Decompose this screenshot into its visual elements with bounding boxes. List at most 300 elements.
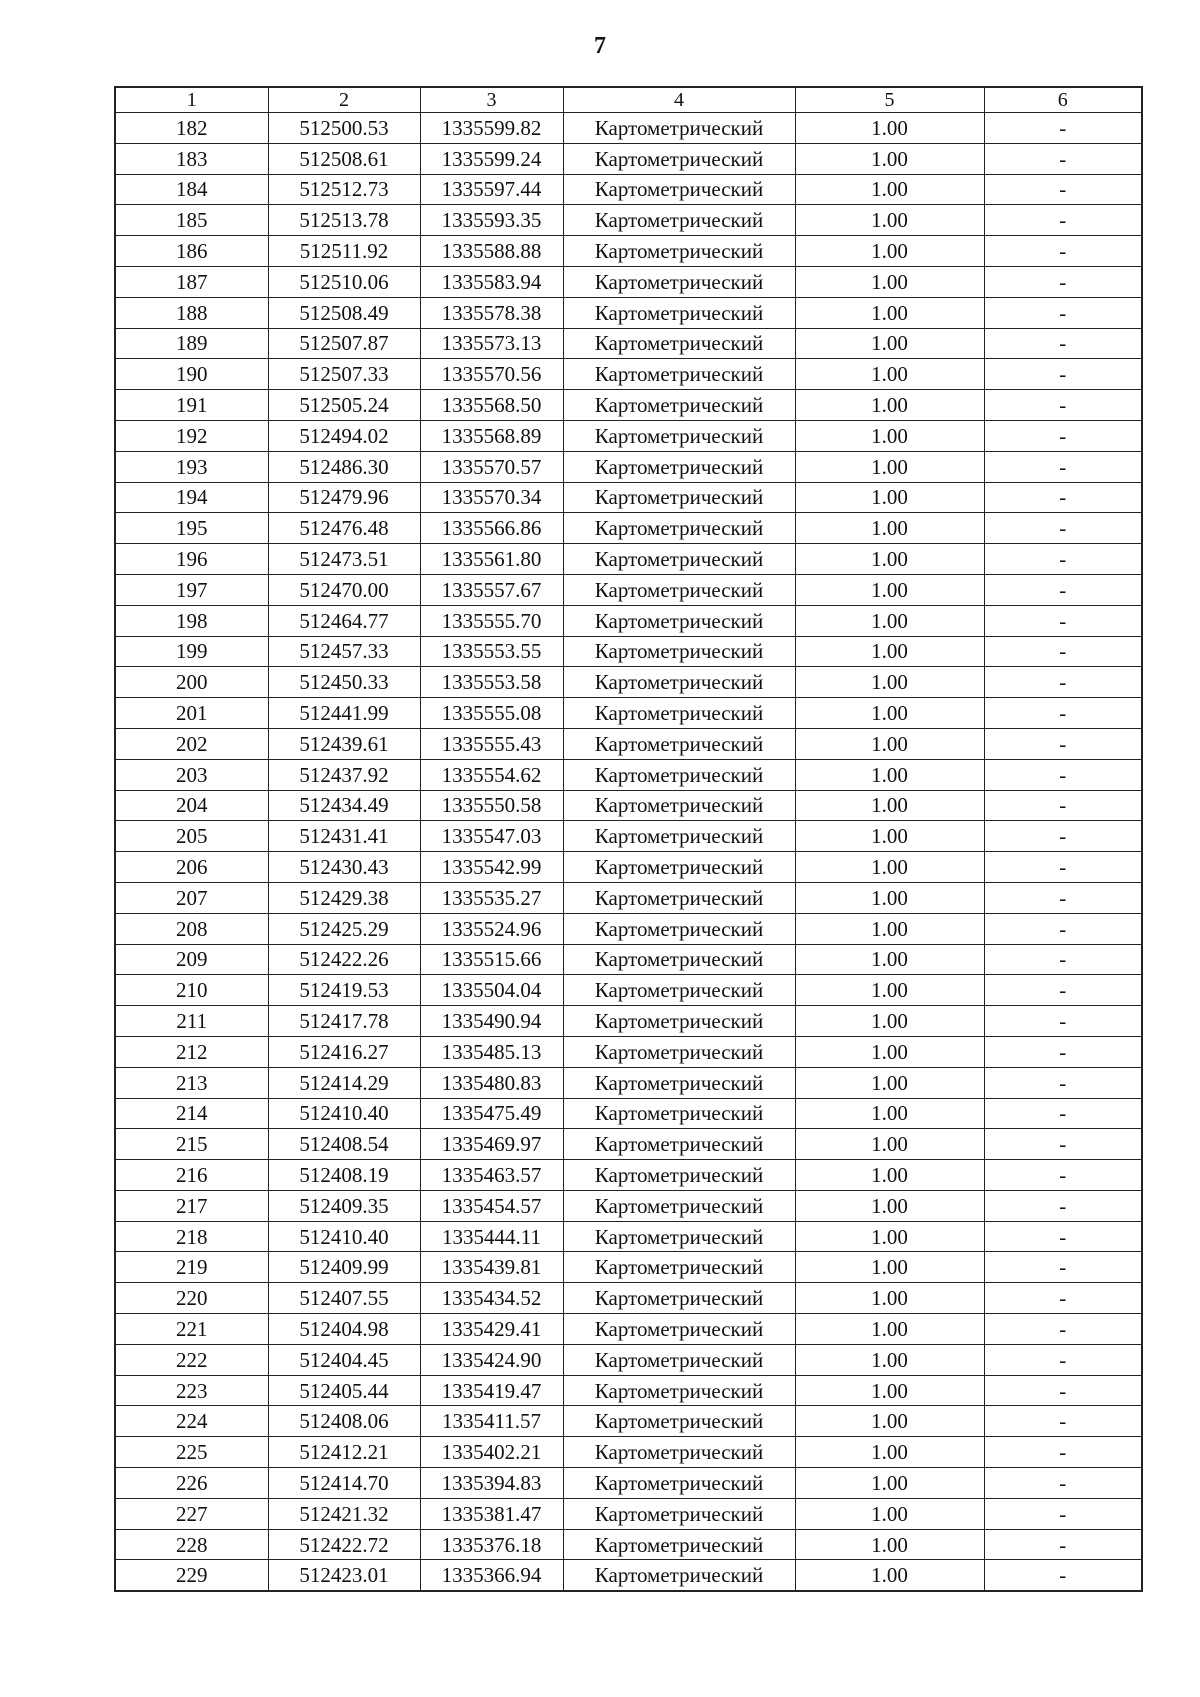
description-cell: - — [984, 1129, 1142, 1160]
y-coordinate-cell: 1335555.70 — [420, 605, 563, 636]
accuracy-cell: 1.00 — [795, 359, 984, 390]
description-cell: - — [984, 790, 1142, 821]
accuracy-cell: 1.00 — [795, 759, 984, 790]
description-cell: - — [984, 174, 1142, 205]
y-coordinate-cell: 1335490.94 — [420, 1006, 563, 1037]
accuracy-cell: 1.00 — [795, 636, 984, 667]
x-coordinate-cell: 512423.01 — [268, 1560, 420, 1591]
point-number-cell: 202 — [115, 728, 268, 759]
table-row — [115, 1498, 1142, 1529]
column-header: 2 — [268, 87, 420, 113]
point-number-cell: 203 — [115, 759, 268, 790]
table-row — [115, 852, 1142, 883]
table-row — [115, 1344, 1142, 1375]
table-row — [115, 975, 1142, 1006]
y-coordinate-cell: 1335570.57 — [420, 451, 563, 482]
table-row — [115, 390, 1142, 421]
accuracy-cell: 1.00 — [795, 113, 984, 144]
y-coordinate-cell: 1335578.38 — [420, 297, 563, 328]
description-cell: - — [984, 205, 1142, 236]
method-cell: Картометрический — [563, 636, 795, 667]
point-number-cell: 185 — [115, 205, 268, 236]
accuracy-cell: 1.00 — [795, 143, 984, 174]
method-cell: Картометрический — [563, 1560, 795, 1591]
y-coordinate-cell: 1335550.58 — [420, 790, 563, 821]
method-cell: Картометрический — [563, 544, 795, 575]
point-number-cell: 223 — [115, 1375, 268, 1406]
x-coordinate-cell: 512430.43 — [268, 852, 420, 883]
x-coordinate-cell: 512500.53 — [268, 113, 420, 144]
y-coordinate-cell: 1335366.94 — [420, 1560, 563, 1591]
x-coordinate-cell: 512412.21 — [268, 1437, 420, 1468]
table-row — [115, 1067, 1142, 1098]
description-cell: - — [984, 236, 1142, 267]
description-cell: - — [984, 1221, 1142, 1252]
point-number-cell: 189 — [115, 328, 268, 359]
description-cell: - — [984, 513, 1142, 544]
method-cell: Картометрический — [563, 1437, 795, 1468]
accuracy-cell: 1.00 — [795, 790, 984, 821]
accuracy-cell: 1.00 — [795, 1344, 984, 1375]
description-cell: - — [984, 544, 1142, 575]
x-coordinate-cell: 512464.77 — [268, 605, 420, 636]
x-coordinate-cell: 512407.55 — [268, 1283, 420, 1314]
x-coordinate-cell: 512408.06 — [268, 1406, 420, 1437]
y-coordinate-cell: 1335535.27 — [420, 882, 563, 913]
y-coordinate-cell: 1335561.80 — [420, 544, 563, 575]
x-coordinate-cell: 512450.33 — [268, 667, 420, 698]
x-coordinate-cell: 512431.41 — [268, 821, 420, 852]
description-cell: - — [984, 1406, 1142, 1437]
description-cell: - — [984, 1344, 1142, 1375]
method-cell: Картометрический — [563, 1529, 795, 1560]
accuracy-cell: 1.00 — [795, 852, 984, 883]
table-row — [115, 174, 1142, 205]
accuracy-cell: 1.00 — [795, 975, 984, 1006]
point-number-cell: 217 — [115, 1190, 268, 1221]
x-coordinate-cell: 512507.87 — [268, 328, 420, 359]
accuracy-cell: 1.00 — [795, 728, 984, 759]
point-number-cell: 194 — [115, 482, 268, 513]
description-cell: - — [984, 944, 1142, 975]
point-number-cell: 219 — [115, 1252, 268, 1283]
description-cell: - — [984, 1529, 1142, 1560]
description-cell: - — [984, 1006, 1142, 1037]
x-coordinate-cell: 512404.98 — [268, 1314, 420, 1345]
y-coordinate-cell: 1335504.04 — [420, 975, 563, 1006]
point-number-cell: 211 — [115, 1006, 268, 1037]
table-row — [115, 1560, 1142, 1591]
method-cell: Картометрический — [563, 420, 795, 451]
table-row — [115, 882, 1142, 913]
accuracy-cell: 1.00 — [795, 174, 984, 205]
accuracy-cell: 1.00 — [795, 544, 984, 575]
method-cell: Картометрический — [563, 1314, 795, 1345]
x-coordinate-cell: 512508.49 — [268, 297, 420, 328]
description-cell: - — [984, 359, 1142, 390]
table-row — [115, 513, 1142, 544]
description-cell: - — [984, 1560, 1142, 1591]
x-coordinate-cell: 512422.72 — [268, 1529, 420, 1560]
x-coordinate-cell: 512404.45 — [268, 1344, 420, 1375]
y-coordinate-cell: 1335463.57 — [420, 1160, 563, 1191]
x-coordinate-cell: 512409.35 — [268, 1190, 420, 1221]
description-cell: - — [984, 1252, 1142, 1283]
description-cell: - — [984, 1067, 1142, 1098]
method-cell: Картометрический — [563, 143, 795, 174]
y-coordinate-cell: 1335469.97 — [420, 1129, 563, 1160]
description-cell: - — [984, 1468, 1142, 1499]
x-coordinate-cell: 512511.92 — [268, 236, 420, 267]
description-cell: - — [984, 574, 1142, 605]
point-number-cell: 212 — [115, 1036, 268, 1067]
table-row — [115, 236, 1142, 267]
point-number-cell: 184 — [115, 174, 268, 205]
point-number-cell: 199 — [115, 636, 268, 667]
column-header: 5 — [795, 87, 984, 113]
x-coordinate-cell: 512513.78 — [268, 205, 420, 236]
table-row — [115, 1036, 1142, 1067]
description-cell: - — [984, 1190, 1142, 1221]
table-row — [115, 1529, 1142, 1560]
description-cell: - — [984, 1283, 1142, 1314]
table-row — [115, 1406, 1142, 1437]
table-row — [115, 420, 1142, 451]
accuracy-cell: 1.00 — [795, 266, 984, 297]
point-number-cell: 214 — [115, 1098, 268, 1129]
y-coordinate-cell: 1335555.43 — [420, 728, 563, 759]
x-coordinate-cell: 512473.51 — [268, 544, 420, 575]
method-cell: Картометрический — [563, 759, 795, 790]
y-coordinate-cell: 1335553.55 — [420, 636, 563, 667]
x-coordinate-cell: 512437.92 — [268, 759, 420, 790]
y-coordinate-cell: 1335515.66 — [420, 944, 563, 975]
method-cell: Картометрический — [563, 513, 795, 544]
accuracy-cell: 1.00 — [795, 1560, 984, 1591]
description-cell: - — [984, 852, 1142, 883]
x-coordinate-cell: 512410.40 — [268, 1221, 420, 1252]
y-coordinate-cell: 1335583.94 — [420, 266, 563, 297]
y-coordinate-cell: 1335599.24 — [420, 143, 563, 174]
accuracy-cell: 1.00 — [795, 513, 984, 544]
accuracy-cell: 1.00 — [795, 482, 984, 513]
x-coordinate-cell: 512421.32 — [268, 1498, 420, 1529]
y-coordinate-cell: 1335480.83 — [420, 1067, 563, 1098]
x-coordinate-cell: 512416.27 — [268, 1036, 420, 1067]
description-cell: - — [984, 636, 1142, 667]
table-row — [115, 1098, 1142, 1129]
method-cell: Картометрический — [563, 790, 795, 821]
table-row — [115, 1283, 1142, 1314]
table-row — [115, 913, 1142, 944]
method-cell: Картометрический — [563, 728, 795, 759]
accuracy-cell: 1.00 — [795, 882, 984, 913]
y-coordinate-cell: 1335444.11 — [420, 1221, 563, 1252]
accuracy-cell: 1.00 — [795, 821, 984, 852]
column-header: 3 — [420, 87, 563, 113]
description-cell: - — [984, 1375, 1142, 1406]
x-coordinate-cell: 512494.02 — [268, 420, 420, 451]
point-number-cell: 201 — [115, 698, 268, 729]
accuracy-cell: 1.00 — [795, 1314, 984, 1345]
description-cell: - — [984, 420, 1142, 451]
description-cell: - — [984, 728, 1142, 759]
x-coordinate-cell: 512512.73 — [268, 174, 420, 205]
x-coordinate-cell: 512457.33 — [268, 636, 420, 667]
x-coordinate-cell: 512429.38 — [268, 882, 420, 913]
table-row — [115, 451, 1142, 482]
x-coordinate-cell: 512507.33 — [268, 359, 420, 390]
table-row — [115, 359, 1142, 390]
table-row — [115, 698, 1142, 729]
table-row — [115, 759, 1142, 790]
table-row — [115, 1252, 1142, 1283]
method-cell: Картометрический — [563, 205, 795, 236]
table-row — [115, 205, 1142, 236]
table-row — [115, 143, 1142, 174]
table-row — [115, 636, 1142, 667]
y-coordinate-cell: 1335439.81 — [420, 1252, 563, 1283]
method-cell: Картометрический — [563, 482, 795, 513]
y-coordinate-cell: 1335553.58 — [420, 667, 563, 698]
point-number-cell: 226 — [115, 1468, 268, 1499]
point-number-cell: 220 — [115, 1283, 268, 1314]
y-coordinate-cell: 1335402.21 — [420, 1437, 563, 1468]
point-number-cell: 188 — [115, 297, 268, 328]
accuracy-cell: 1.00 — [795, 1006, 984, 1037]
accuracy-cell: 1.00 — [795, 1468, 984, 1499]
description-cell: - — [984, 143, 1142, 174]
method-cell: Картометрический — [563, 574, 795, 605]
coordinates-table — [114, 86, 1143, 1592]
table-row — [115, 1314, 1142, 1345]
accuracy-cell: 1.00 — [795, 605, 984, 636]
column-header: 1 — [115, 87, 268, 113]
x-coordinate-cell: 512408.54 — [268, 1129, 420, 1160]
accuracy-cell: 1.00 — [795, 1252, 984, 1283]
point-number-cell: 197 — [115, 574, 268, 605]
point-number-cell: 205 — [115, 821, 268, 852]
point-number-cell: 204 — [115, 790, 268, 821]
y-coordinate-cell: 1335588.88 — [420, 236, 563, 267]
point-number-cell: 222 — [115, 1344, 268, 1375]
description-cell: - — [984, 759, 1142, 790]
y-coordinate-cell: 1335568.89 — [420, 420, 563, 451]
method-cell: Картометрический — [563, 1129, 795, 1160]
point-number-cell: 224 — [115, 1406, 268, 1437]
description-cell: - — [984, 390, 1142, 421]
y-coordinate-cell: 1335419.47 — [420, 1375, 563, 1406]
x-coordinate-cell: 512419.53 — [268, 975, 420, 1006]
point-number-cell: 191 — [115, 390, 268, 421]
accuracy-cell: 1.00 — [795, 574, 984, 605]
y-coordinate-cell: 1335524.96 — [420, 913, 563, 944]
description-cell: - — [984, 328, 1142, 359]
accuracy-cell: 1.00 — [795, 1437, 984, 1468]
method-cell: Картометрический — [563, 1498, 795, 1529]
method-cell: Картометрический — [563, 975, 795, 1006]
y-coordinate-cell: 1335485.13 — [420, 1036, 563, 1067]
method-cell: Картометрический — [563, 359, 795, 390]
point-number-cell: 215 — [115, 1129, 268, 1160]
point-number-cell: 193 — [115, 451, 268, 482]
accuracy-cell: 1.00 — [795, 944, 984, 975]
point-number-cell: 206 — [115, 852, 268, 883]
y-coordinate-cell: 1335454.57 — [420, 1190, 563, 1221]
y-coordinate-cell: 1335566.86 — [420, 513, 563, 544]
method-cell: Картометрический — [563, 1468, 795, 1499]
table-row — [115, 1160, 1142, 1191]
description-cell: - — [984, 975, 1142, 1006]
x-coordinate-cell: 512470.00 — [268, 574, 420, 605]
method-cell: Картометрический — [563, 1036, 795, 1067]
x-coordinate-cell: 512505.24 — [268, 390, 420, 421]
y-coordinate-cell: 1335547.03 — [420, 821, 563, 852]
x-coordinate-cell: 512414.70 — [268, 1468, 420, 1499]
page-number: 7 — [594, 33, 606, 59]
table-row — [115, 482, 1142, 513]
x-coordinate-cell: 512434.49 — [268, 790, 420, 821]
x-coordinate-cell: 512417.78 — [268, 1006, 420, 1037]
point-number-cell: 208 — [115, 913, 268, 944]
description-cell: - — [984, 113, 1142, 144]
y-coordinate-cell: 1335557.67 — [420, 574, 563, 605]
point-number-cell: 227 — [115, 1498, 268, 1529]
point-number-cell: 190 — [115, 359, 268, 390]
table-row — [115, 1129, 1142, 1160]
description-cell: - — [984, 297, 1142, 328]
description-cell: - — [984, 482, 1142, 513]
y-coordinate-cell: 1335597.44 — [420, 174, 563, 205]
method-cell: Картометрический — [563, 821, 795, 852]
method-cell: Картометрический — [563, 1406, 795, 1437]
method-cell: Картометрический — [563, 1098, 795, 1129]
description-cell: - — [984, 667, 1142, 698]
description-cell: - — [984, 821, 1142, 852]
method-cell: Картометрический — [563, 944, 795, 975]
table-row — [115, 1437, 1142, 1468]
point-number-cell: 195 — [115, 513, 268, 544]
table-row — [115, 1375, 1142, 1406]
point-number-cell: 225 — [115, 1437, 268, 1468]
point-number-cell: 198 — [115, 605, 268, 636]
table-row — [115, 266, 1142, 297]
method-cell: Картометрический — [563, 913, 795, 944]
accuracy-cell: 1.00 — [795, 328, 984, 359]
table-row — [115, 544, 1142, 575]
point-number-cell: 182 — [115, 113, 268, 144]
y-coordinate-cell: 1335599.82 — [420, 113, 563, 144]
method-cell: Картометрический — [563, 1006, 795, 1037]
table-row — [115, 944, 1142, 975]
y-coordinate-cell: 1335555.08 — [420, 698, 563, 729]
method-cell: Картометрический — [563, 667, 795, 698]
accuracy-cell: 1.00 — [795, 1036, 984, 1067]
y-coordinate-cell: 1335570.56 — [420, 359, 563, 390]
description-cell: - — [984, 605, 1142, 636]
accuracy-cell: 1.00 — [795, 1375, 984, 1406]
table-row — [115, 328, 1142, 359]
accuracy-cell: 1.00 — [795, 451, 984, 482]
point-number-cell: 209 — [115, 944, 268, 975]
point-number-cell: 207 — [115, 882, 268, 913]
accuracy-cell: 1.00 — [795, 1067, 984, 1098]
accuracy-cell: 1.00 — [795, 236, 984, 267]
column-header: 4 — [563, 87, 795, 113]
point-number-cell: 221 — [115, 1314, 268, 1345]
table-row — [115, 1468, 1142, 1499]
description-cell: - — [984, 266, 1142, 297]
x-coordinate-cell: 512508.61 — [268, 143, 420, 174]
table-row — [115, 113, 1142, 144]
point-number-cell: 196 — [115, 544, 268, 575]
method-cell: Картометрический — [563, 698, 795, 729]
x-coordinate-cell: 512476.48 — [268, 513, 420, 544]
y-coordinate-cell: 1335573.13 — [420, 328, 563, 359]
accuracy-cell: 1.00 — [795, 420, 984, 451]
y-coordinate-cell: 1335381.47 — [420, 1498, 563, 1529]
accuracy-cell: 1.00 — [795, 1190, 984, 1221]
x-coordinate-cell: 512408.19 — [268, 1160, 420, 1191]
point-number-cell: 183 — [115, 143, 268, 174]
method-cell: Картометрический — [563, 1067, 795, 1098]
x-coordinate-cell: 512414.29 — [268, 1067, 420, 1098]
accuracy-cell: 1.00 — [795, 390, 984, 421]
y-coordinate-cell: 1335475.49 — [420, 1098, 563, 1129]
accuracy-cell: 1.00 — [795, 1129, 984, 1160]
method-cell: Картометрический — [563, 1221, 795, 1252]
method-cell: Картометрический — [563, 1190, 795, 1221]
method-cell: Картометрический — [563, 1344, 795, 1375]
y-coordinate-cell: 1335542.99 — [420, 852, 563, 883]
accuracy-cell: 1.00 — [795, 1221, 984, 1252]
x-coordinate-cell: 512486.30 — [268, 451, 420, 482]
point-number-cell: 200 — [115, 667, 268, 698]
x-coordinate-cell: 512510.06 — [268, 266, 420, 297]
x-coordinate-cell: 512409.99 — [268, 1252, 420, 1283]
y-coordinate-cell: 1335554.62 — [420, 759, 563, 790]
accuracy-cell: 1.00 — [795, 913, 984, 944]
table-row — [115, 1190, 1142, 1221]
y-coordinate-cell: 1335411.57 — [420, 1406, 563, 1437]
y-coordinate-cell: 1335394.83 — [420, 1468, 563, 1499]
point-number-cell: 228 — [115, 1529, 268, 1560]
accuracy-cell: 1.00 — [795, 698, 984, 729]
accuracy-cell: 1.00 — [795, 297, 984, 328]
y-coordinate-cell: 1335376.18 — [420, 1529, 563, 1560]
table-row — [115, 297, 1142, 328]
point-number-cell: 216 — [115, 1160, 268, 1191]
point-number-cell: 213 — [115, 1067, 268, 1098]
method-cell: Картометрический — [563, 174, 795, 205]
accuracy-cell: 1.00 — [795, 1498, 984, 1529]
point-number-cell: 229 — [115, 1560, 268, 1591]
table-row — [115, 1221, 1142, 1252]
x-coordinate-cell: 512439.61 — [268, 728, 420, 759]
method-cell: Картометрический — [563, 882, 795, 913]
point-number-cell: 210 — [115, 975, 268, 1006]
method-cell: Картометрический — [563, 451, 795, 482]
x-coordinate-cell: 512422.26 — [268, 944, 420, 975]
y-coordinate-cell: 1335593.35 — [420, 205, 563, 236]
method-cell: Картометрический — [563, 1160, 795, 1191]
description-cell: - — [984, 451, 1142, 482]
method-cell: Картометрический — [563, 390, 795, 421]
y-coordinate-cell: 1335434.52 — [420, 1283, 563, 1314]
method-cell: Картометрический — [563, 297, 795, 328]
column-header: 6 — [984, 87, 1142, 113]
accuracy-cell: 1.00 — [795, 1406, 984, 1437]
